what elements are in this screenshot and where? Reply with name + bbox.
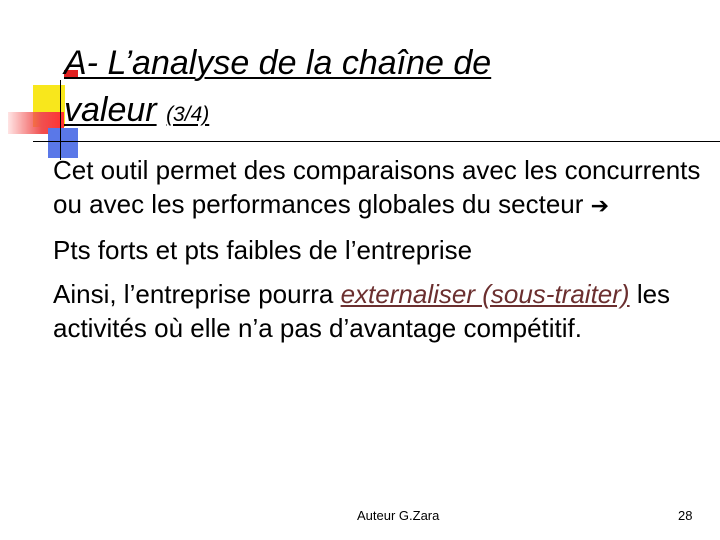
paragraph-2: Pts forts et pts faibles de l’entreprise: [53, 235, 473, 265]
paragraph-1: [53, 153, 713, 223]
page-number: 28: [678, 508, 693, 523]
paragraph-3: [53, 277, 713, 345]
decor-vertical-line: [60, 80, 61, 160]
title-line2: valeur: [64, 91, 157, 129]
title-subtitle: (3/4): [166, 103, 210, 126]
decor-horizontal-line: [33, 141, 720, 142]
paragraph-1-text: Cet outil permet des comparaisons avec les concurrents ou avec les performances globales du secteur: [53, 155, 701, 219]
slide-body: [53, 153, 713, 355]
paragraph-3-start: Ainsi, l’entreprise pourra: [53, 279, 334, 309]
footer-author: Auteur G.Zara: [357, 508, 440, 523]
title-line1: A- L’analyse de la chaîne de: [64, 44, 492, 82]
paragraph-3-end: les activités où elle n’a pas d’avantage compétitif.: [53, 279, 671, 343]
slide-title: [64, 40, 704, 138]
arrow-right-icon: ➔: [590, 193, 610, 218]
externaliser-link[interactable]: externaliser (sous-traiter): [340, 279, 630, 309]
